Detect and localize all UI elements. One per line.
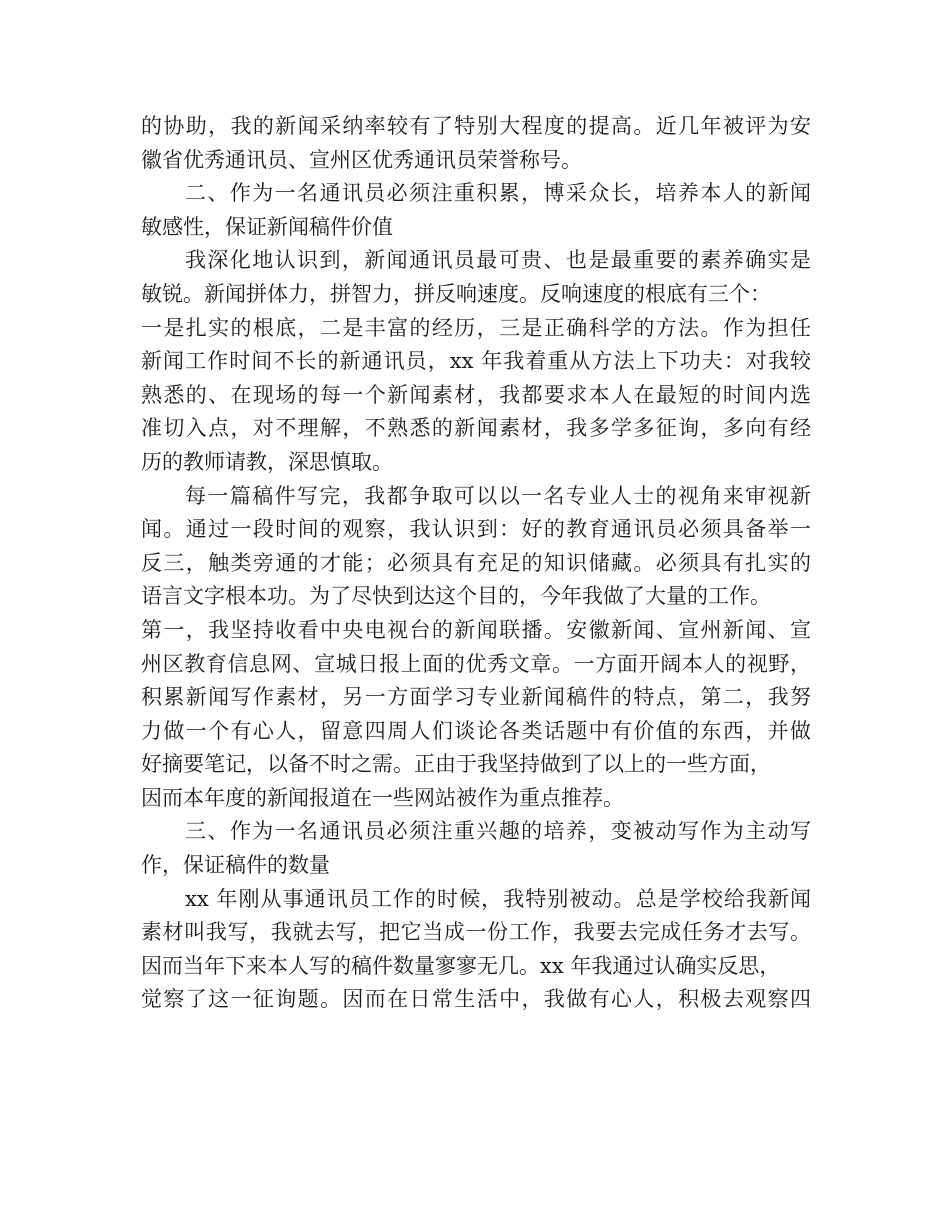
text-line: 作，保证稿件的数量 [141,853,330,878]
text-line: 素材叫我写，我就去写，把它当成一份工作，我要去完成任务才去写。 [141,920,811,945]
text-line: 的协助，我的新闻采纳率较有了特别大程度的提高。近几年被评为安 [141,114,811,138]
text-line: 每一篇稿件写完，我都争取可以以一名专业人士的视角来审视新 [185,483,811,508]
text-line: 敏感性，保证新闻稿件价值 [141,214,393,239]
text-line: 语言文字根本功。为了尽快到达这个目的，今年我做了大量的工作。 [141,584,771,609]
text-line: 二、作为一名通讯员必须注重积累，博采众长，培养本人的新闻 [185,181,811,206]
document-body [141,110,811,1017]
text-line: 闻。通过一段时间的观察，我认识到：好的教育通讯员必须具备举一 [141,517,811,542]
text-line: 好摘要笔记，以备不时之需。正由于我坚持做到了以上的一些方面， [141,752,771,777]
text-line: 准切入点，对不理解，不熟悉的新闻素材，我多学多征询，多向有经 [141,416,811,441]
text-line: 新闻工作时间不长的新通讯员，xx 年我着重从方法上下功夫：对我较 [141,349,811,374]
text-line: 觉察了这一征询题。因而在日常生活中，我做有心人，积极去观察四 [141,987,811,1012]
text-line: 徽省优秀通讯员、宣州区优秀通讯员荣誉称号。 [141,147,582,172]
text-line: 三、作为一名通讯员必须注重兴趣的培养，变被动写作为主动写 [185,819,811,844]
text-line: 一是扎实的根底，二是丰富的经历，三是正确科学的方法。作为担任 [141,315,811,340]
text-line: 州区教育信息网、宣城日报上面的优秀文章。一方面开阔本人的视野， [141,651,811,676]
text-line: 第一，我坚持收看中央电视台的新闻联播。安徽新闻、宣州新闻、宣 [141,617,811,642]
text-line: 熟悉的、在现场的每一个新闻素材，我都要求本人在最短的时间内选 [141,382,811,407]
text-line: xx 年刚从事通讯员工作的时候，我特别被动。总是学校给我新闻 [185,886,811,911]
text-line: 历的教师请教，深思慎取。 [141,449,393,474]
text-line: 积累新闻写作素材，另一方面学习专业新闻稿件的特点，第二，我努 [141,685,811,710]
text-line: 敏锐。新闻拼体力，拼智力，拼反响速度。反响速度的根底有三个： [141,281,771,306]
text-line: 因而本年度的新闻报道在一些网站被作为重点推荐。 [141,785,624,810]
text-line: 力做一个有心人，留意四周人们谈论各类话题中有价值的东西，并做 [141,718,811,743]
text-line: 反三，触类旁通的才能；必须具有充足的知识储藏。必须具有扎实的 [141,550,811,575]
text-line: 我深化地认识到，新闻通讯员最可贵、也是最重要的素养确实是 [185,248,811,273]
text-line: 因而当年下来本人写的稿件数量寥寥无几。xx 年我通过认确实反思， [141,953,781,978]
